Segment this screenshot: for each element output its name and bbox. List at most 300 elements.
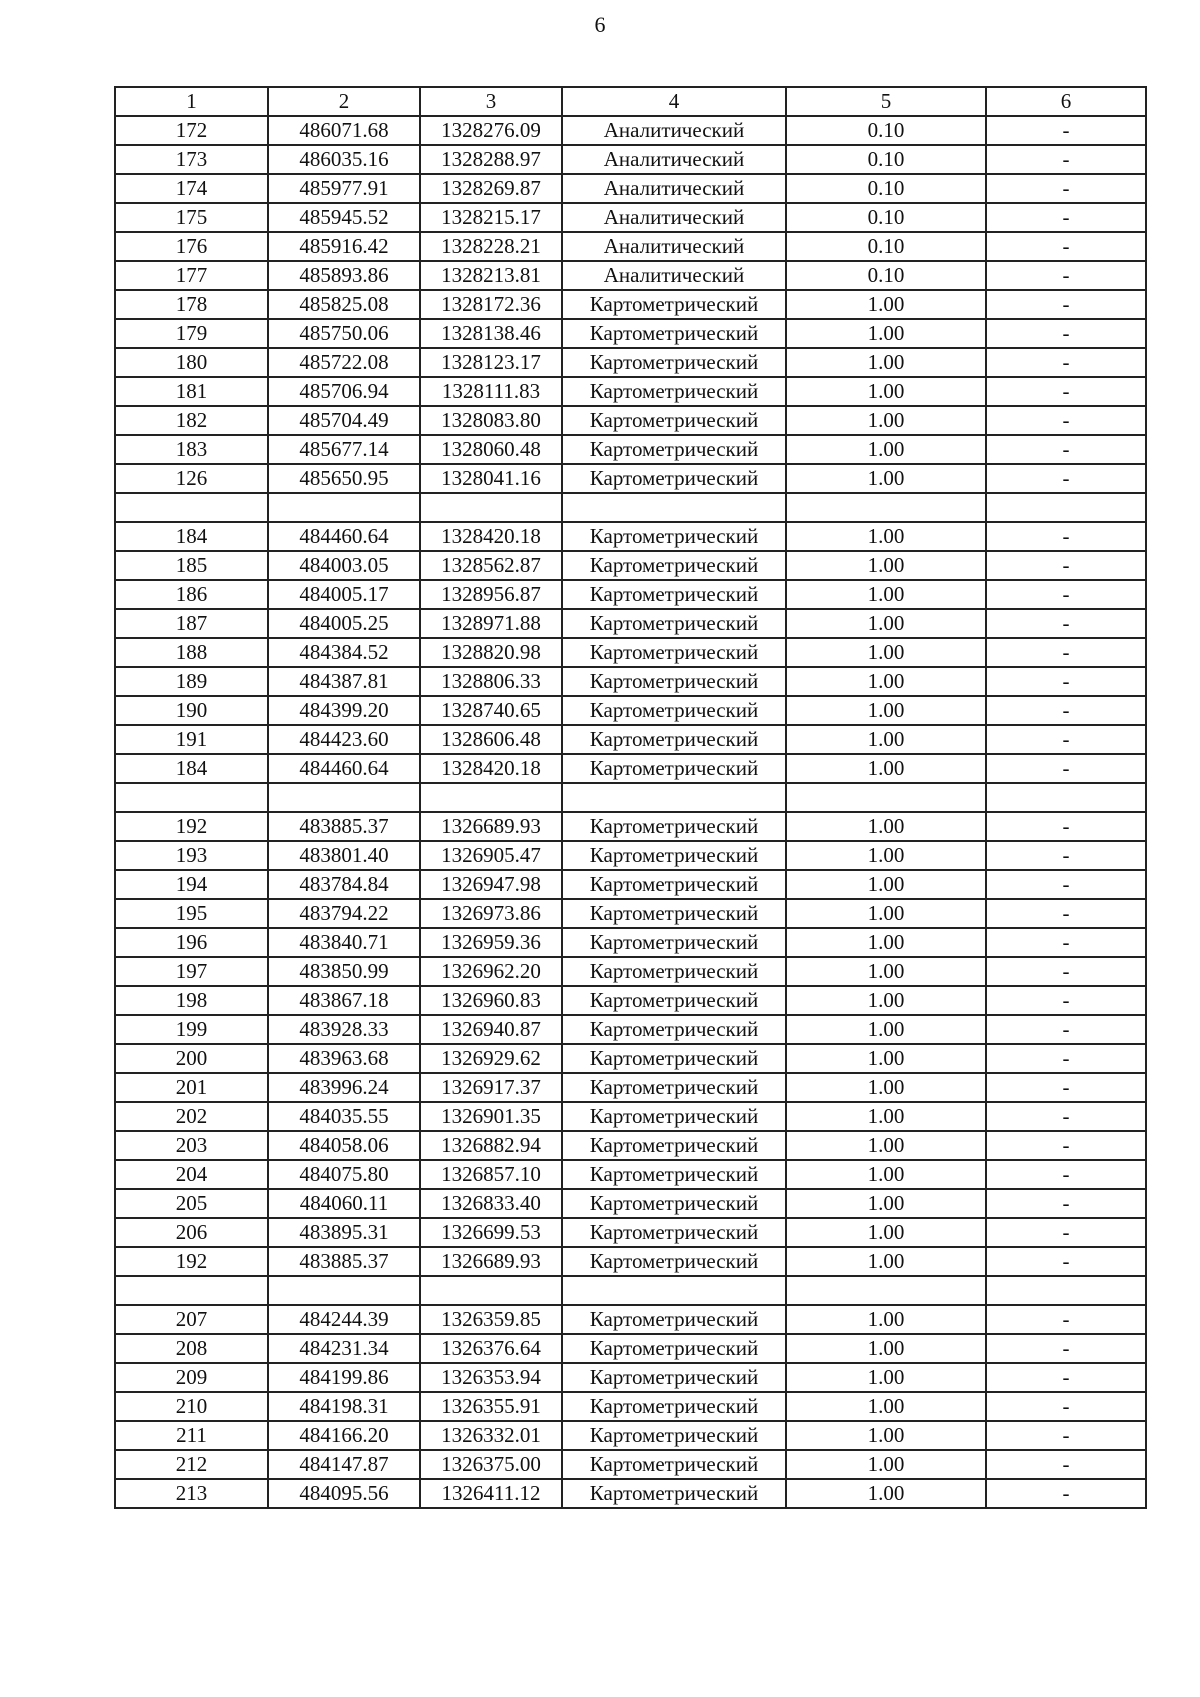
method-cell: Картометрический xyxy=(562,1102,786,1131)
point-number-cell: 180 xyxy=(115,348,268,377)
point-number-cell: 195 xyxy=(115,899,268,928)
y-coordinate-cell: 1328269.87 xyxy=(420,174,562,203)
note-cell xyxy=(986,493,1146,522)
column-header: 5 xyxy=(786,87,986,116)
note-cell: - xyxy=(986,1392,1146,1421)
y-coordinate-cell: 1326940.87 xyxy=(420,1015,562,1044)
y-coordinate-cell: 1326901.35 xyxy=(420,1102,562,1131)
point-number-cell: 213 xyxy=(115,1479,268,1508)
column-header: 4 xyxy=(562,87,786,116)
x-coordinate-cell: 485825.08 xyxy=(268,290,420,319)
note-cell: - xyxy=(986,203,1146,232)
table-row xyxy=(115,1102,1146,1131)
note-cell: - xyxy=(986,841,1146,870)
accuracy-cell: 0.10 xyxy=(786,203,986,232)
y-coordinate-cell: 1328111.83 xyxy=(420,377,562,406)
method-cell: Картометрический xyxy=(562,870,786,899)
accuracy-cell: 1.00 xyxy=(786,870,986,899)
table-row xyxy=(115,1363,1146,1392)
accuracy-cell: 1.00 xyxy=(786,986,986,1015)
note-cell: - xyxy=(986,1102,1146,1131)
accuracy-cell: 1.00 xyxy=(786,754,986,783)
method-cell: Картометрический xyxy=(562,812,786,841)
method-cell: Картометрический xyxy=(562,957,786,986)
x-coordinate-cell: 484035.55 xyxy=(268,1102,420,1131)
method-cell: Картометрический xyxy=(562,1015,786,1044)
note-cell: - xyxy=(986,435,1146,464)
table-row xyxy=(115,1305,1146,1334)
note-cell: - xyxy=(986,1334,1146,1363)
point-number-cell: 199 xyxy=(115,1015,268,1044)
accuracy-cell: 1.00 xyxy=(786,551,986,580)
note-cell: - xyxy=(986,580,1146,609)
method-cell: Картометрический xyxy=(562,406,786,435)
note-cell: - xyxy=(986,812,1146,841)
x-coordinate-cell: 484387.81 xyxy=(268,667,420,696)
y-coordinate-cell: 1328740.65 xyxy=(420,696,562,725)
accuracy-cell: 1.00 xyxy=(786,406,986,435)
note-cell: - xyxy=(986,174,1146,203)
y-coordinate-cell: 1326332.01 xyxy=(420,1421,562,1450)
method-cell: Картометрический xyxy=(562,1392,786,1421)
accuracy-cell: 1.00 xyxy=(786,580,986,609)
y-coordinate-cell: 1328806.33 xyxy=(420,667,562,696)
note-cell: - xyxy=(986,464,1146,493)
x-coordinate-cell: 486035.16 xyxy=(268,145,420,174)
y-coordinate-cell: 1328971.88 xyxy=(420,609,562,638)
accuracy-cell: 1.00 xyxy=(786,667,986,696)
point-number-cell: 201 xyxy=(115,1073,268,1102)
table-row xyxy=(115,841,1146,870)
point-number-cell xyxy=(115,1276,268,1305)
y-coordinate-cell: 1326929.62 xyxy=(420,1044,562,1073)
note-cell: - xyxy=(986,1247,1146,1276)
x-coordinate-cell: 485977.91 xyxy=(268,174,420,203)
point-number-cell: 205 xyxy=(115,1189,268,1218)
y-coordinate-cell: 1328228.21 xyxy=(420,232,562,261)
point-number-cell: 204 xyxy=(115,1160,268,1189)
note-cell: - xyxy=(986,754,1146,783)
x-coordinate-cell: 484460.64 xyxy=(268,522,420,551)
note-cell: - xyxy=(986,928,1146,957)
method-cell: Аналитический xyxy=(562,145,786,174)
table-row xyxy=(115,377,1146,406)
x-coordinate-cell: 484399.20 xyxy=(268,696,420,725)
y-coordinate-cell: 1328060.48 xyxy=(420,435,562,464)
table-row xyxy=(115,1247,1146,1276)
point-number-cell: 207 xyxy=(115,1305,268,1334)
x-coordinate-cell: 485893.86 xyxy=(268,261,420,290)
x-coordinate-cell: 484423.60 xyxy=(268,725,420,754)
method-cell: Картометрический xyxy=(562,1044,786,1073)
accuracy-cell: 1.00 xyxy=(786,290,986,319)
point-number-cell: 174 xyxy=(115,174,268,203)
y-coordinate-cell xyxy=(420,783,562,812)
accuracy-cell: 1.00 xyxy=(786,957,986,986)
column-header: 6 xyxy=(986,87,1146,116)
method-cell: Картометрический xyxy=(562,609,786,638)
note-cell: - xyxy=(986,377,1146,406)
point-number-cell: 187 xyxy=(115,609,268,638)
accuracy-cell: 1.00 xyxy=(786,638,986,667)
table-row xyxy=(115,203,1146,232)
table-row xyxy=(115,232,1146,261)
x-coordinate-cell: 485722.08 xyxy=(268,348,420,377)
x-coordinate-cell: 484075.80 xyxy=(268,1160,420,1189)
method-cell xyxy=(562,783,786,812)
x-coordinate-cell: 485916.42 xyxy=(268,232,420,261)
point-number-cell: 176 xyxy=(115,232,268,261)
accuracy-cell: 1.00 xyxy=(786,1392,986,1421)
method-cell: Картометрический xyxy=(562,290,786,319)
table-row xyxy=(115,261,1146,290)
method-cell: Картометрический xyxy=(562,696,786,725)
method-cell: Картометрический xyxy=(562,1218,786,1247)
y-coordinate-cell xyxy=(420,1276,562,1305)
table-row xyxy=(115,522,1146,551)
accuracy-cell: 1.00 xyxy=(786,899,986,928)
accuracy-cell: 1.00 xyxy=(786,464,986,493)
method-cell: Картометрический xyxy=(562,1189,786,1218)
table-row xyxy=(115,725,1146,754)
x-coordinate-cell: 484058.06 xyxy=(268,1131,420,1160)
x-coordinate-cell: 484147.87 xyxy=(268,1450,420,1479)
y-coordinate-cell: 1326376.64 xyxy=(420,1334,562,1363)
table-row xyxy=(115,406,1146,435)
accuracy-cell: 1.00 xyxy=(786,1421,986,1450)
point-number-cell: 210 xyxy=(115,1392,268,1421)
note-cell: - xyxy=(986,1421,1146,1450)
y-coordinate-cell: 1328288.97 xyxy=(420,145,562,174)
y-coordinate-cell: 1328820.98 xyxy=(420,638,562,667)
method-cell: Картометрический xyxy=(562,464,786,493)
y-coordinate-cell: 1326411.12 xyxy=(420,1479,562,1508)
method-cell: Картометрический xyxy=(562,1479,786,1508)
note-cell: - xyxy=(986,348,1146,377)
table-row xyxy=(115,116,1146,145)
note-cell: - xyxy=(986,696,1146,725)
note-cell: - xyxy=(986,522,1146,551)
method-cell xyxy=(562,493,786,522)
accuracy-cell: 1.00 xyxy=(786,841,986,870)
table-header-row xyxy=(115,87,1146,116)
x-coordinate-cell xyxy=(268,1276,420,1305)
point-number-cell: 208 xyxy=(115,1334,268,1363)
y-coordinate-cell: 1326833.40 xyxy=(420,1189,562,1218)
x-coordinate-cell: 485750.06 xyxy=(268,319,420,348)
point-number-cell: 172 xyxy=(115,116,268,145)
accuracy-cell: 1.00 xyxy=(786,609,986,638)
method-cell: Аналитический xyxy=(562,232,786,261)
accuracy-cell: 1.00 xyxy=(786,696,986,725)
point-number-cell: 196 xyxy=(115,928,268,957)
note-cell: - xyxy=(986,986,1146,1015)
x-coordinate-cell: 484199.86 xyxy=(268,1363,420,1392)
point-number-cell: 184 xyxy=(115,522,268,551)
table-row xyxy=(115,812,1146,841)
x-coordinate-cell: 483885.37 xyxy=(268,812,420,841)
accuracy-cell: 0.10 xyxy=(786,174,986,203)
x-coordinate-cell: 486071.68 xyxy=(268,116,420,145)
point-number-cell: 126 xyxy=(115,464,268,493)
accuracy-cell: 1.00 xyxy=(786,1334,986,1363)
table-row xyxy=(115,145,1146,174)
accuracy-cell: 1.00 xyxy=(786,1102,986,1131)
y-coordinate-cell: 1326882.94 xyxy=(420,1131,562,1160)
x-coordinate-cell: 485677.14 xyxy=(268,435,420,464)
x-coordinate-cell: 483928.33 xyxy=(268,1015,420,1044)
note-cell: - xyxy=(986,638,1146,667)
note-cell: - xyxy=(986,1131,1146,1160)
method-cell: Картометрический xyxy=(562,1073,786,1102)
x-coordinate-cell xyxy=(268,493,420,522)
table-row xyxy=(115,1218,1146,1247)
method-cell: Картометрический xyxy=(562,1421,786,1450)
accuracy-cell xyxy=(786,1276,986,1305)
table-row xyxy=(115,290,1146,319)
x-coordinate-cell: 485945.52 xyxy=(268,203,420,232)
point-number-cell: 181 xyxy=(115,377,268,406)
x-coordinate-cell: 484460.64 xyxy=(268,754,420,783)
y-coordinate-cell: 1328276.09 xyxy=(420,116,562,145)
y-coordinate-cell: 1326917.37 xyxy=(420,1073,562,1102)
accuracy-cell: 0.10 xyxy=(786,116,986,145)
table-row xyxy=(115,1276,1146,1305)
point-number-cell: 190 xyxy=(115,696,268,725)
table-row xyxy=(115,319,1146,348)
x-coordinate-cell: 483784.84 xyxy=(268,870,420,899)
method-cell: Картометрический xyxy=(562,928,786,957)
table-row xyxy=(115,986,1146,1015)
method-cell: Аналитический xyxy=(562,116,786,145)
table-row xyxy=(115,580,1146,609)
x-coordinate-cell: 484231.34 xyxy=(268,1334,420,1363)
method-cell: Картометрический xyxy=(562,1450,786,1479)
point-number-cell: 203 xyxy=(115,1131,268,1160)
note-cell xyxy=(986,783,1146,812)
x-coordinate-cell: 483867.18 xyxy=(268,986,420,1015)
method-cell: Картометрический xyxy=(562,1131,786,1160)
accuracy-cell: 1.00 xyxy=(786,435,986,464)
x-coordinate-cell: 483963.68 xyxy=(268,1044,420,1073)
table-row xyxy=(115,1131,1146,1160)
accuracy-cell: 1.00 xyxy=(786,1363,986,1392)
accuracy-cell: 1.00 xyxy=(786,1189,986,1218)
column-header: 1 xyxy=(115,87,268,116)
table-row xyxy=(115,1392,1146,1421)
point-number-cell: 173 xyxy=(115,145,268,174)
y-coordinate-cell: 1326699.53 xyxy=(420,1218,562,1247)
method-cell: Картометрический xyxy=(562,435,786,464)
x-coordinate-cell: 484244.39 xyxy=(268,1305,420,1334)
x-coordinate-cell: 483996.24 xyxy=(268,1073,420,1102)
note-cell: - xyxy=(986,1160,1146,1189)
method-cell: Картометрический xyxy=(562,638,786,667)
column-header: 3 xyxy=(420,87,562,116)
accuracy-cell xyxy=(786,783,986,812)
y-coordinate-cell: 1326689.93 xyxy=(420,1247,562,1276)
note-cell: - xyxy=(986,1450,1146,1479)
point-number-cell: 175 xyxy=(115,203,268,232)
column-header: 2 xyxy=(268,87,420,116)
point-number-cell: 192 xyxy=(115,1247,268,1276)
method-cell: Картометрический xyxy=(562,841,786,870)
point-number-cell: 212 xyxy=(115,1450,268,1479)
point-number-cell: 192 xyxy=(115,812,268,841)
table-row xyxy=(115,1160,1146,1189)
note-cell: - xyxy=(986,551,1146,580)
note-cell: - xyxy=(986,1189,1146,1218)
y-coordinate-cell: 1328606.48 xyxy=(420,725,562,754)
note-cell: - xyxy=(986,1044,1146,1073)
table-row xyxy=(115,1189,1146,1218)
point-number-cell: 202 xyxy=(115,1102,268,1131)
table-row xyxy=(115,696,1146,725)
method-cell: Аналитический xyxy=(562,174,786,203)
accuracy-cell: 1.00 xyxy=(786,522,986,551)
y-coordinate-cell: 1326689.93 xyxy=(420,812,562,841)
note-cell: - xyxy=(986,609,1146,638)
coordinates-table xyxy=(114,86,1147,1509)
point-number-cell: 182 xyxy=(115,406,268,435)
y-coordinate-cell: 1328956.87 xyxy=(420,580,562,609)
method-cell: Картометрический xyxy=(562,725,786,754)
point-number-cell: 197 xyxy=(115,957,268,986)
y-coordinate-cell: 1328123.17 xyxy=(420,348,562,377)
y-coordinate-cell: 1328041.16 xyxy=(420,464,562,493)
x-coordinate-cell: 484095.56 xyxy=(268,1479,420,1508)
y-coordinate-cell: 1328420.18 xyxy=(420,522,562,551)
point-number-cell: 178 xyxy=(115,290,268,319)
y-coordinate-cell: 1326905.47 xyxy=(420,841,562,870)
method-cell: Аналитический xyxy=(562,203,786,232)
point-number-cell: 191 xyxy=(115,725,268,754)
table-row xyxy=(115,638,1146,667)
table-row xyxy=(115,551,1146,580)
accuracy-cell: 0.10 xyxy=(786,261,986,290)
accuracy-cell: 1.00 xyxy=(786,1479,986,1508)
method-cell: Аналитический xyxy=(562,261,786,290)
method-cell: Картометрический xyxy=(562,377,786,406)
note-cell: - xyxy=(986,145,1146,174)
note-cell: - xyxy=(986,1479,1146,1508)
note-cell: - xyxy=(986,1073,1146,1102)
y-coordinate-cell: 1326962.20 xyxy=(420,957,562,986)
method-cell: Картометрический xyxy=(562,522,786,551)
note-cell: - xyxy=(986,261,1146,290)
x-coordinate-cell: 484005.25 xyxy=(268,609,420,638)
point-number-cell: 183 xyxy=(115,435,268,464)
x-coordinate-cell xyxy=(268,783,420,812)
table-row xyxy=(115,1073,1146,1102)
point-number-cell: 184 xyxy=(115,754,268,783)
y-coordinate-cell: 1326359.85 xyxy=(420,1305,562,1334)
y-coordinate-cell: 1326973.86 xyxy=(420,899,562,928)
table-row xyxy=(115,1450,1146,1479)
point-number-cell: 177 xyxy=(115,261,268,290)
y-coordinate-cell: 1326375.00 xyxy=(420,1450,562,1479)
x-coordinate-cell: 483801.40 xyxy=(268,841,420,870)
accuracy-cell: 1.00 xyxy=(786,1305,986,1334)
point-number-cell: 209 xyxy=(115,1363,268,1392)
accuracy-cell: 1.00 xyxy=(786,928,986,957)
table-body xyxy=(115,116,1146,1508)
x-coordinate-cell: 484384.52 xyxy=(268,638,420,667)
table-row xyxy=(115,493,1146,522)
note-cell: - xyxy=(986,1015,1146,1044)
note-cell: - xyxy=(986,1218,1146,1247)
method-cell: Картометрический xyxy=(562,348,786,377)
y-coordinate-cell: 1328138.46 xyxy=(420,319,562,348)
y-coordinate-cell: 1328420.18 xyxy=(420,754,562,783)
x-coordinate-cell: 484003.05 xyxy=(268,551,420,580)
method-cell: Картометрический xyxy=(562,754,786,783)
y-coordinate-cell: 1328562.87 xyxy=(420,551,562,580)
method-cell: Картометрический xyxy=(562,1160,786,1189)
y-coordinate-cell: 1328083.80 xyxy=(420,406,562,435)
x-coordinate-cell: 485704.49 xyxy=(268,406,420,435)
accuracy-cell: 1.00 xyxy=(786,1131,986,1160)
note-cell: - xyxy=(986,957,1146,986)
y-coordinate-cell: 1326353.94 xyxy=(420,1363,562,1392)
point-number-cell: 198 xyxy=(115,986,268,1015)
method-cell: Картометрический xyxy=(562,1334,786,1363)
accuracy-cell: 0.10 xyxy=(786,232,986,261)
note-cell: - xyxy=(986,1305,1146,1334)
accuracy-cell: 1.00 xyxy=(786,1218,986,1247)
note-cell: - xyxy=(986,290,1146,319)
method-cell: Картометрический xyxy=(562,1305,786,1334)
table-row xyxy=(115,899,1146,928)
table-row xyxy=(115,783,1146,812)
accuracy-cell: 1.00 xyxy=(786,1073,986,1102)
table-row xyxy=(115,1479,1146,1508)
note-cell: - xyxy=(986,232,1146,261)
table-row xyxy=(115,464,1146,493)
table-row xyxy=(115,957,1146,986)
point-number-cell: 179 xyxy=(115,319,268,348)
note-cell: - xyxy=(986,899,1146,928)
point-number-cell: 189 xyxy=(115,667,268,696)
point-number-cell: 194 xyxy=(115,870,268,899)
x-coordinate-cell: 483840.71 xyxy=(268,928,420,957)
x-coordinate-cell: 483794.22 xyxy=(268,899,420,928)
accuracy-cell: 1.00 xyxy=(786,1015,986,1044)
note-cell: - xyxy=(986,870,1146,899)
point-number-cell xyxy=(115,783,268,812)
x-coordinate-cell: 485706.94 xyxy=(268,377,420,406)
method-cell: Картометрический xyxy=(562,667,786,696)
point-number-cell: 193 xyxy=(115,841,268,870)
note-cell: - xyxy=(986,1363,1146,1392)
table-row xyxy=(115,1044,1146,1073)
point-number-cell: 200 xyxy=(115,1044,268,1073)
point-number-cell: 188 xyxy=(115,638,268,667)
y-coordinate-cell: 1326947.98 xyxy=(420,870,562,899)
accuracy-cell: 1.00 xyxy=(786,1160,986,1189)
accuracy-cell: 1.00 xyxy=(786,1044,986,1073)
note-cell: - xyxy=(986,667,1146,696)
y-coordinate-cell: 1326959.36 xyxy=(420,928,562,957)
accuracy-cell: 1.00 xyxy=(786,1247,986,1276)
y-coordinate-cell: 1328172.36 xyxy=(420,290,562,319)
table-row xyxy=(115,348,1146,377)
accuracy-cell: 1.00 xyxy=(786,319,986,348)
x-coordinate-cell: 484198.31 xyxy=(268,1392,420,1421)
table-row xyxy=(115,435,1146,464)
x-coordinate-cell: 485650.95 xyxy=(268,464,420,493)
accuracy-cell: 0.10 xyxy=(786,145,986,174)
